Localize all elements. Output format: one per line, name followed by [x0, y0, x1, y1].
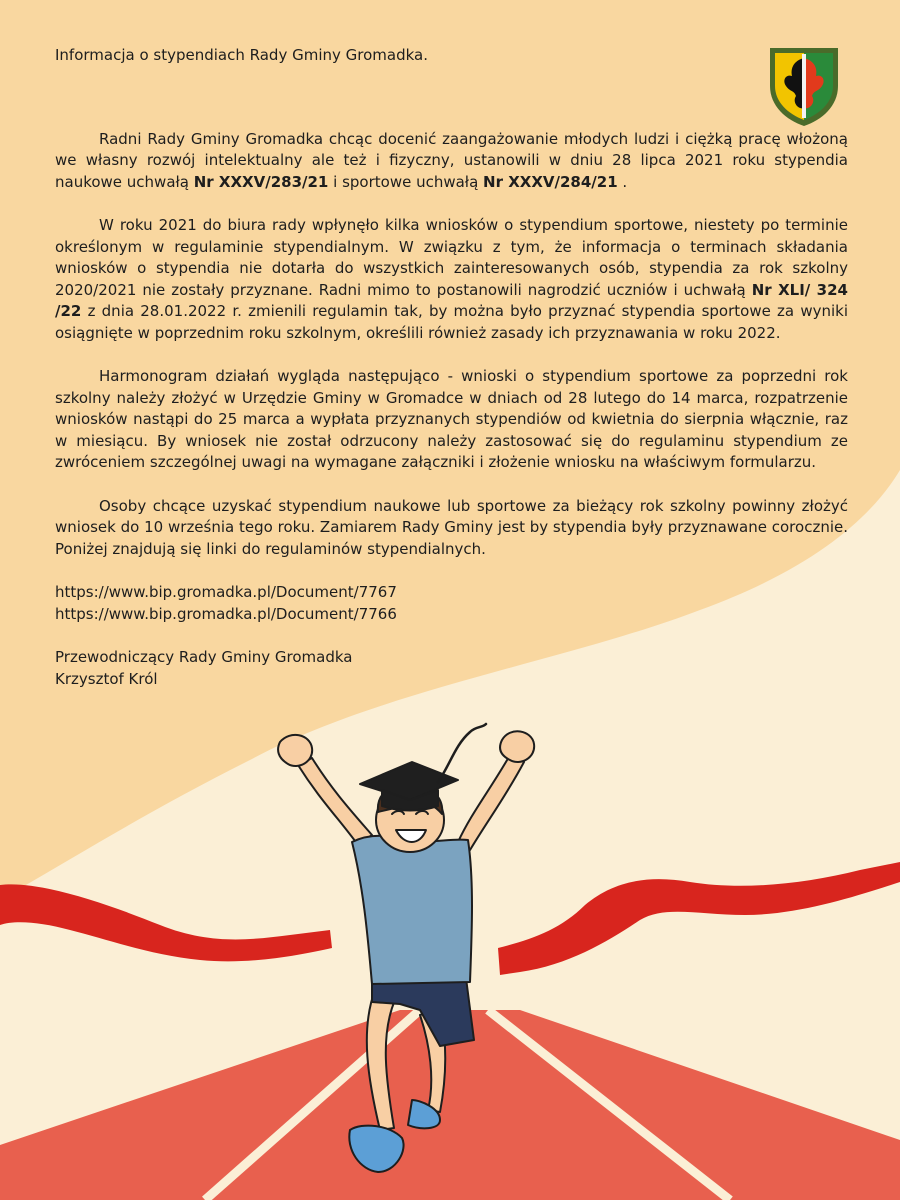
paragraph-4: Osoby chcące uzyskać stypendium naukowe lub sportowe za bieżący rok szkolny powinny złożyć wniosek do 10 września tego roku. Zamiarem Rady Gminy jest by stypendia były przyznawane corocznie. Poniżej znajdują się linki do regulaminów stypendialnych. — [55, 496, 848, 558]
regulation-link-1[interactable]: https://www.bip.gromadka.pl/Document/7767 — [55, 583, 397, 601]
resolution-ref-sport: Nr XXXV/284/21 — [483, 172, 618, 191]
paragraph-1-text-b: i sportowe uchwałą — [328, 172, 484, 191]
regulation-links — [55, 582, 848, 625]
paragraph-2-text-b: z dnia 28.01.2022 r. zmienili regulamin tak, by można było przyznać stypendia sportowe za wyniki osiągnięte w poprzednim roku szkolnym, określili również zasady ich przyznawania w roku 2022. — [55, 302, 848, 342]
resolution-ref-scientific: Nr XXXV/283/21 — [193, 172, 329, 191]
signature-name: Krzysztof Król — [55, 669, 158, 688]
regulation-link-2[interactable]: https://www.bip.gromadka.pl/Document/7766 — [55, 604, 397, 623]
paragraph-1-text-a: Radni Rady Gminy Gromadka chcąc docenić zaangażowanie młodych ludzi i ciężką pracę włożoną we własny rozwój intelektualny ale też i fizyczny, ustanowili w dniu 28 lipca 2021 roku stypendia naukowe uchwałą — [55, 129, 848, 191]
paragraph-2 — [55, 215, 848, 344]
coat-of-arms-eagle-icon — [766, 44, 842, 128]
paragraph-3: Harmonogram działań wygląda następująco - wnioski o stypendium sportowe za poprzedni rok szkolny należy złożyć w Urzędzie Gminy w Gromadce w dniach od 28 lutego do 14 marca, rozpatrzenie wniosków nastąpi do 25 marca a wypłata przyznanych stypendiów od kwietnia do sierpnia włącznie, raz w miesiącu. By wniosek nie został odrzucony należy zastosować się do regulaminu stypendium ze zwróceniem szczególnej uwagi na wymagane załączniki i złożenie wniosku na właściwym formularzu. — [55, 367, 848, 471]
paragraph-2-text-a: W roku 2021 do biura rady wpłynęło kilka wniosków o stypendium sportowe, niestety po terminie określonym w regulaminie stypendialnym. W związku z tym, że informacja o terminach składania wniosków o stypendia nie dotarła do wszystkich zainteresowanych osób, stypendia za rok szkolny 2020/2021 nie zostały przyznane. Radni mimo to postanowili nagrodzić uczniów i uchwałą — [55, 216, 848, 299]
paragraph-1 — [55, 129, 848, 194]
paragraph-1-text-c: . — [617, 172, 628, 191]
signature-title: Przewodniczący Rady Gminy Gromadka — [55, 648, 353, 666]
document-body — [55, 45, 848, 690]
document-heading: Informacja o stypendiach Rady Gminy Gromadka. — [55, 46, 429, 64]
resolution-ref-amendment: Nr XLI/ 324 /22 — [55, 280, 848, 320]
signature-block — [55, 647, 848, 690]
